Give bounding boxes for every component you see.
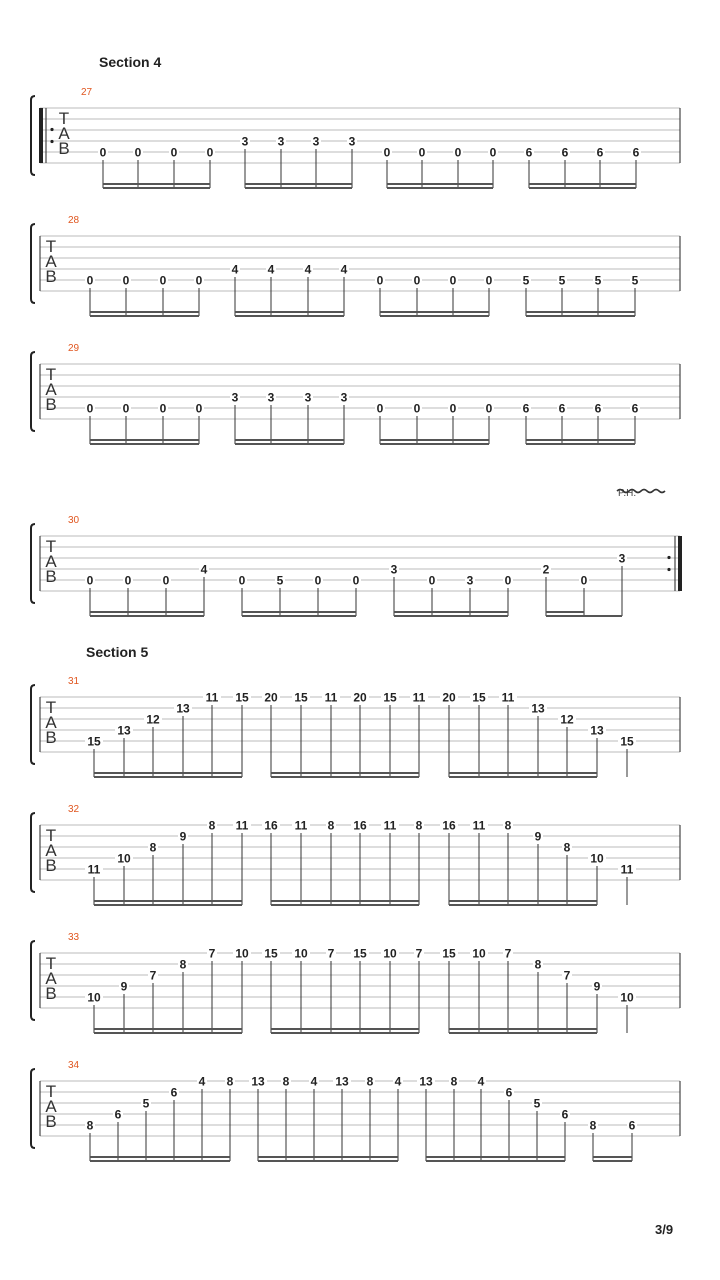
fret-number: 6: [632, 145, 640, 160]
beam: [94, 1028, 242, 1030]
tab-clef-letter: A: [45, 969, 57, 988]
beam: [380, 443, 489, 445]
fret-number: 0: [489, 145, 497, 160]
fret-number: 5: [631, 273, 639, 288]
fret-number: 6: [561, 145, 569, 160]
tab-clef-letter: A: [45, 841, 57, 860]
fret-number: 6: [522, 401, 530, 416]
fret-number: 4: [310, 1074, 318, 1089]
fret-number: 10: [620, 990, 634, 1005]
measure-number: 28: [68, 215, 80, 226]
fret-number: 20: [442, 690, 456, 705]
fret-number: 8: [149, 840, 157, 855]
fret-number: 4: [200, 562, 208, 577]
beam: [529, 187, 636, 189]
fret-number: 9: [120, 979, 128, 994]
beam: [426, 1160, 565, 1162]
fret-number: 0: [413, 273, 421, 288]
fret-number: 13: [176, 701, 190, 716]
fret-number: 3: [348, 134, 356, 149]
beam: [90, 315, 199, 317]
tab-clef-letter: A: [45, 380, 57, 399]
beam: [380, 311, 489, 313]
fret-number: 3: [304, 390, 312, 405]
tab-clef-letter: T: [58, 109, 70, 128]
beam: [245, 187, 352, 189]
fret-number: 0: [485, 401, 493, 416]
fret-number: 11: [412, 690, 426, 705]
beam: [90, 1160, 230, 1162]
beam: [426, 1156, 565, 1158]
fret-number: 5: [522, 273, 530, 288]
fret-number: 9: [179, 829, 187, 844]
fret-number: 8: [226, 1074, 234, 1089]
beam: [90, 443, 199, 445]
beam: [593, 1156, 632, 1158]
beam: [271, 900, 419, 902]
fret-number: 0: [449, 401, 457, 416]
tab-clef-letter: B: [45, 267, 57, 286]
system-bracket: [31, 524, 35, 603]
beam: [271, 776, 419, 778]
fret-number: 11: [383, 818, 397, 833]
fret-number: 0: [454, 145, 462, 160]
beam: [449, 772, 597, 774]
fret-number: 10: [294, 946, 308, 961]
beam: [245, 183, 352, 185]
tab-system: [31, 804, 680, 906]
fret-number: 0: [195, 273, 203, 288]
tab-system: [31, 215, 680, 317]
system-bracket: [31, 224, 35, 303]
beam: [271, 1032, 419, 1034]
system-bracket: [31, 813, 35, 892]
beam: [380, 439, 489, 441]
tab-clef-letter: B: [45, 567, 57, 586]
fret-number: 3: [277, 134, 285, 149]
fret-number: 7: [149, 968, 157, 983]
fret-number: 4: [340, 262, 348, 277]
fret-number: 0: [314, 573, 322, 588]
fret-number: 15: [87, 734, 101, 749]
fret-number: 3: [312, 134, 320, 149]
fret-number: 6: [525, 145, 533, 160]
repeat-end-thick-bar: [678, 536, 682, 591]
fret-number: 16: [264, 818, 278, 833]
tab-clef-letter: T: [45, 826, 57, 845]
beam: [449, 900, 597, 902]
beam: [90, 615, 204, 617]
measure-number: 31: [68, 676, 80, 687]
fret-number: 13: [419, 1074, 433, 1089]
fret-number: 5: [533, 1096, 541, 1111]
fret-number: 8: [589, 1118, 597, 1133]
repeat-dot: [50, 140, 53, 143]
tab-clef-letter: T: [45, 698, 57, 717]
fret-number: 6: [558, 401, 566, 416]
repeat-start-thick-bar: [39, 108, 43, 163]
tab-clef-letter: A: [45, 552, 57, 571]
fret-number: 11: [87, 862, 101, 877]
fret-number: 13: [251, 1074, 265, 1089]
beam: [526, 443, 635, 445]
fret-number: 20: [353, 690, 367, 705]
tab-clef-letter: B: [45, 395, 57, 414]
tab-clef-letter: B: [58, 139, 70, 158]
fret-number: 11: [472, 818, 486, 833]
beam: [94, 772, 242, 774]
fret-number: 15: [235, 690, 249, 705]
beam: [94, 904, 242, 906]
fret-number: 13: [531, 701, 545, 716]
section-title: Section 5: [86, 644, 149, 660]
measure-number: 30: [68, 515, 80, 526]
fret-number: 9: [534, 829, 542, 844]
measure-number: 27: [81, 87, 93, 98]
fret-number: 12: [560, 712, 574, 727]
fret-number: 7: [208, 946, 216, 961]
fret-number: 15: [264, 946, 278, 961]
beam: [526, 315, 635, 317]
beam: [449, 776, 597, 778]
fret-number: 10: [117, 851, 131, 866]
fret-number: 15: [353, 946, 367, 961]
fret-number: 3: [340, 390, 348, 405]
tab-system: [31, 515, 682, 617]
fret-number: 10: [87, 990, 101, 1005]
fret-number: 8: [208, 818, 216, 833]
fret-number: 10: [472, 946, 486, 961]
fret-number: 8: [534, 957, 542, 972]
fret-number: 9: [593, 979, 601, 994]
fret-number: 6: [594, 401, 602, 416]
fret-number: 0: [428, 573, 436, 588]
fret-number: 16: [442, 818, 456, 833]
fret-number: 15: [442, 946, 456, 961]
fret-number: 8: [86, 1118, 94, 1133]
beam: [529, 183, 636, 185]
tab-system: [31, 1060, 680, 1162]
fret-number: 0: [418, 145, 426, 160]
beam: [103, 187, 210, 189]
fret-number: 8: [327, 818, 335, 833]
fret-number: 0: [195, 401, 203, 416]
tab-clef-letter: T: [45, 237, 57, 256]
fret-number: 0: [504, 573, 512, 588]
fret-number: 3: [466, 573, 474, 588]
fret-number: 3: [390, 562, 398, 577]
beam: [449, 1028, 597, 1030]
beam: [103, 183, 210, 185]
fret-number: 7: [327, 946, 335, 961]
fret-number: 2: [542, 562, 550, 577]
fret-number: 5: [558, 273, 566, 288]
fret-number: 4: [267, 262, 275, 277]
fret-number: 6: [505, 1085, 513, 1100]
beam: [394, 615, 508, 617]
beam: [449, 904, 597, 906]
system-bracket: [31, 941, 35, 1020]
tab-clef-letter: T: [45, 1082, 57, 1101]
tab-system: [31, 343, 680, 445]
fret-number: 6: [596, 145, 604, 160]
beam: [258, 1156, 398, 1158]
fret-number: 12: [146, 712, 160, 727]
fret-number: 10: [590, 851, 604, 866]
beam: [90, 311, 199, 313]
fret-number: 10: [383, 946, 397, 961]
fret-number: 8: [563, 840, 571, 855]
fret-number: 0: [485, 273, 493, 288]
fret-number: 3: [267, 390, 275, 405]
beam: [90, 611, 204, 613]
fret-number: 13: [590, 723, 604, 738]
beam: [242, 611, 356, 613]
fret-number: 13: [335, 1074, 349, 1089]
measure-number: 33: [68, 932, 80, 943]
fret-number: 5: [142, 1096, 150, 1111]
beam: [90, 439, 199, 441]
beam: [271, 904, 419, 906]
beam: [94, 776, 242, 778]
fret-number: 4: [477, 1074, 485, 1089]
tab-system: [31, 676, 680, 778]
beam: [449, 1032, 597, 1034]
tab-clef-letter: B: [45, 984, 57, 1003]
fret-number: 7: [415, 946, 423, 961]
fret-number: 6: [561, 1107, 569, 1122]
fret-number: 0: [122, 273, 130, 288]
beam: [94, 1032, 242, 1034]
fret-number: 0: [159, 401, 167, 416]
fret-number: 0: [162, 573, 170, 588]
beam: [380, 315, 489, 317]
fret-number: 15: [472, 690, 486, 705]
repeat-dot: [50, 128, 53, 131]
beam: [235, 443, 344, 445]
tab-clef-letter: T: [45, 537, 57, 556]
fret-number: 4: [198, 1074, 206, 1089]
fret-number: 8: [415, 818, 423, 833]
beam: [387, 187, 493, 189]
fret-number: 0: [413, 401, 421, 416]
fret-number: 11: [294, 818, 308, 833]
page-number: 3/9: [655, 1222, 674, 1237]
section-title: Section 4: [99, 54, 162, 70]
fret-number: 15: [620, 734, 634, 749]
tab-clef-letter: T: [45, 954, 57, 973]
system-bracket: [31, 96, 35, 175]
fret-number: 8: [179, 957, 187, 972]
fret-number: 0: [122, 401, 130, 416]
fret-number: 0: [86, 401, 94, 416]
fret-number: 15: [383, 690, 397, 705]
fret-number: 13: [117, 723, 131, 738]
fret-number: 0: [580, 573, 588, 588]
beam: [94, 900, 242, 902]
fret-number: 3: [618, 551, 626, 566]
fret-number: 3: [231, 390, 239, 405]
tab-clef-letter: A: [45, 713, 57, 732]
beam: [394, 611, 508, 613]
tab-clef-letter: A: [45, 252, 57, 271]
fret-number: 3: [241, 134, 249, 149]
measure-number: 29: [68, 343, 80, 354]
fret-number: 11: [620, 862, 634, 877]
fret-number: 0: [124, 573, 132, 588]
fret-number: 0: [134, 145, 142, 160]
fret-number: 11: [501, 690, 515, 705]
fret-number: 4: [231, 262, 239, 277]
fret-number: 6: [631, 401, 639, 416]
fret-number: 4: [304, 262, 312, 277]
fret-number: 0: [352, 573, 360, 588]
fret-number: 10: [235, 946, 249, 961]
fret-number: 5: [276, 573, 284, 588]
fret-number: 20: [264, 690, 278, 705]
fret-number: 0: [206, 145, 214, 160]
fret-number: 0: [238, 573, 246, 588]
fret-number: 16: [353, 818, 367, 833]
beam: [526, 311, 635, 313]
system-bracket: [31, 685, 35, 764]
beam: [546, 611, 584, 613]
fret-number: 0: [170, 145, 178, 160]
tab-system: [31, 932, 680, 1034]
tab-clef-letter: A: [58, 124, 70, 143]
system-bracket: [31, 352, 35, 431]
fret-number: 0: [99, 145, 107, 160]
system-bracket: [31, 1069, 35, 1148]
fret-number: 11: [324, 690, 338, 705]
tab-clef-letter: B: [45, 1112, 57, 1131]
beam: [387, 183, 493, 185]
fret-number: 11: [235, 818, 249, 833]
beam: [258, 1160, 398, 1162]
beam: [242, 615, 356, 617]
tab-clef-letter: T: [45, 365, 57, 384]
fret-number: 8: [366, 1074, 374, 1089]
tab-clef-letter: B: [45, 728, 57, 747]
fret-number: 0: [86, 273, 94, 288]
beam: [593, 1160, 632, 1162]
fret-number: 0: [376, 273, 384, 288]
fret-number: 5: [594, 273, 602, 288]
fret-number: 8: [282, 1074, 290, 1089]
tab-clef-letter: A: [45, 1097, 57, 1116]
beam: [235, 315, 344, 317]
repeat-dot: [667, 556, 670, 559]
repeat-dot: [667, 568, 670, 571]
beam: [235, 439, 344, 441]
beam: [90, 1156, 230, 1158]
fret-number: 0: [449, 273, 457, 288]
beam: [271, 1028, 419, 1030]
fret-number: 7: [563, 968, 571, 983]
fret-number: 6: [114, 1107, 122, 1122]
measure-number: 32: [68, 804, 80, 815]
fret-number: 11: [205, 690, 219, 705]
palm-harmonic-label: P.H.: [618, 488, 637, 499]
fret-number: 15: [294, 690, 308, 705]
fret-number: 6: [170, 1085, 178, 1100]
fret-number: 6: [628, 1118, 636, 1133]
beam: [546, 615, 622, 617]
fret-number: 0: [376, 401, 384, 416]
fret-number: 0: [86, 573, 94, 588]
fret-number: 7: [504, 946, 512, 961]
fret-number: 8: [504, 818, 512, 833]
measure-number: 34: [68, 1060, 80, 1071]
fret-number: 0: [383, 145, 391, 160]
tab-system: [31, 87, 680, 189]
fret-number: 0: [159, 273, 167, 288]
beam: [526, 439, 635, 441]
beam: [235, 311, 344, 313]
fret-number: 8: [450, 1074, 458, 1089]
fret-number: 4: [394, 1074, 402, 1089]
tab-clef-letter: B: [45, 856, 57, 875]
beam: [271, 772, 419, 774]
